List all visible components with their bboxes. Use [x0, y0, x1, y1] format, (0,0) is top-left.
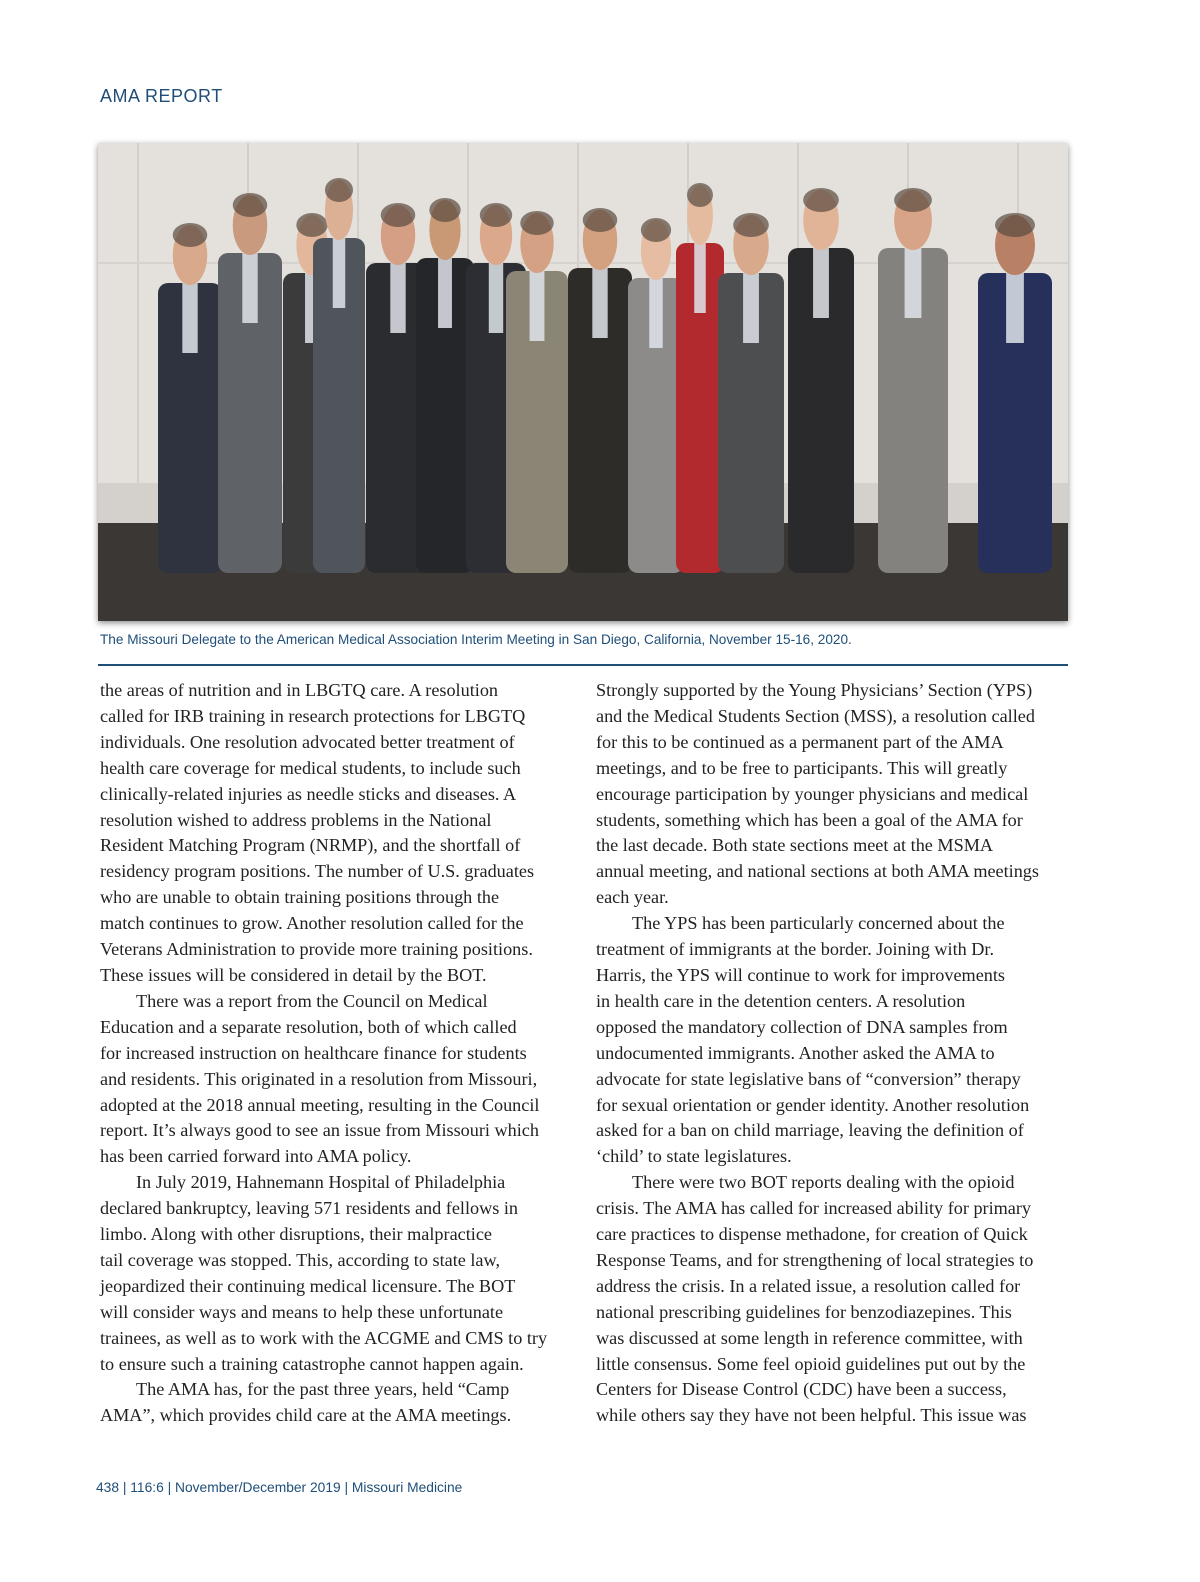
group-photo-illustration: [98, 143, 1068, 621]
right-column-line: for sexual orientation or gender identity. Another resolution: [596, 1094, 1030, 1115]
left-column-line: match continues to grow. Another resolution called for the: [100, 913, 524, 934]
left-column-line: and residents. This originated in a resolution from Missouri,: [100, 1068, 538, 1089]
right-column-line: while others say they have not been helpful. This issue was: [596, 1405, 1027, 1426]
right-column-line: care practices to dispense methadone, for creation of Quick: [596, 1224, 1028, 1245]
right-column-line: There were two BOT reports dealing with the opioid: [632, 1172, 1015, 1193]
left-column-line: to ensure such a training catastrophe cannot happen again.: [100, 1353, 524, 1374]
right-column-line: national prescribing guidelines for benzodiazepines. This: [596, 1301, 1012, 1322]
left-column-line: clinically-related injuries as needle sticks and diseases. A: [100, 783, 517, 804]
left-column-line: residency program positions. The number of U.S. graduates: [100, 861, 535, 882]
right-column-line: crisis. The AMA has called for increased ability for primary: [596, 1198, 1032, 1219]
left-column-line: adopted at the 2018 annual meeting, resulting in the Council: [100, 1094, 540, 1115]
right-column-line: asked for a ban on child marriage, leaving the definition of: [596, 1120, 1024, 1141]
left-column-line: the areas of nutrition and in LBGTQ care. A resolution: [100, 680, 499, 700]
photo-caption: The Missouri Delegate to the American Medical Association Interim Meeting in San Diego, California, November 15-16, 2020.: [100, 632, 852, 647]
left-column-line: report. It’s always good to see an issue from Missouri which: [100, 1120, 539, 1141]
right-column-line: undocumented immigrants. Another asked the AMA to: [596, 1042, 995, 1063]
group-photo: [98, 143, 1068, 621]
right-column-line: students, something which has been a goal of the AMA for: [596, 809, 1023, 830]
right-column-line: Strongly supported by the Young Physicians’ Section (YPS): [596, 680, 1033, 700]
left-column-line: The AMA has, for the past three years, held “Camp: [136, 1379, 510, 1400]
right-column-line: The YPS has been particularly concerned about the: [632, 913, 1005, 934]
caption-divider: [98, 664, 1068, 666]
left-column-line: tail coverage was stopped. This, according to state law,: [100, 1249, 500, 1270]
left-column-line: These issues will be considered in detail by the BOT.: [100, 964, 487, 985]
left-column-line: Veterans Administration to provide more training positions.: [100, 939, 533, 960]
left-column-line: trainees, as well as to work with the ACGME and CMS to try: [100, 1327, 548, 1348]
right-column-line: address the crisis. In a related issue, a resolution called for: [596, 1275, 1021, 1296]
left-column-line: limbo. Along with other disruptions, their malpractice: [100, 1224, 492, 1245]
right-column-line: and the Medical Students Section (MSS), a resolution called: [596, 705, 1035, 726]
right-column-line: opposed the mandatory collection of DNA samples from: [596, 1016, 1008, 1037]
left-column-line: In July 2019, Hahnemann Hospital of Philadelphia: [136, 1172, 506, 1193]
left-column-line: will consider ways and means to help these unfortunate: [100, 1301, 504, 1322]
left-column-line: There was a report from the Council on Medical: [136, 990, 488, 1011]
right-column: [596, 678, 1068, 1429]
right-column-line: the last decade. Both state sections meet at the MSMA: [596, 835, 993, 856]
right-column-line: for this to be continued as a permanent part of the AMA: [596, 731, 1004, 752]
right-column-line: Harris, the YPS will continue to work for improvements: [596, 964, 1005, 985]
left-column-line: for increased instruction on healthcare finance for students: [100, 1042, 527, 1063]
left-column-line: AMA”, which provides child care at the AMA meetings.: [100, 1405, 512, 1426]
left-column-line: called for IRB training in research protections for LBGTQ: [100, 705, 526, 726]
right-column-line: treatment of immigrants at the border. Joining with Dr.: [596, 939, 995, 960]
left-column-line: jeopardized their continuing medical licensure. The BOT: [100, 1275, 516, 1296]
left-column: [100, 678, 578, 1429]
right-column-line: Response Teams, and for strengthening of local strategies to: [596, 1249, 1034, 1270]
left-column-line: Resident Matching Program (NRMP), and the shortfall of: [100, 835, 521, 856]
right-column-line: advocate for state legislative bans of “conversion” therapy: [596, 1068, 1021, 1089]
left-column-line: health care coverage for medical students, to include such: [100, 757, 521, 778]
left-column-line: individuals. One resolution advocated better treatment of: [100, 731, 515, 752]
left-column-line: has been carried forward into AMA policy.: [100, 1146, 412, 1167]
right-column-line: meetings, and to be free to participants. This will greatly: [596, 757, 1008, 778]
left-column-line: resolution wished to address problems in the National: [100, 809, 492, 830]
page-footer: 438 | 116:6 | November/December 2019 | Missouri Medicine: [96, 1480, 463, 1495]
right-column-line: Centers for Disease Control (CDC) have been a success,: [596, 1379, 1007, 1400]
right-column-line: annual meeting, and national sections at both AMA meetings: [596, 861, 1039, 882]
left-column-line: Education and a separate resolution, both of which called: [100, 1016, 517, 1037]
left-column-line: declared bankruptcy, leaving 571 residents and fellows in: [100, 1198, 519, 1219]
right-column-line: in health care in the detention centers. A resolution: [596, 990, 966, 1011]
right-column-line: each year.: [596, 887, 669, 908]
right-column-line: little consensus. Some feel opioid guidelines put out by the: [596, 1353, 1026, 1374]
right-column-line: ‘child’ to state legislatures.: [596, 1146, 792, 1167]
section-label: AMA REPORT: [100, 86, 223, 106]
right-column-line: was discussed at some length in reference committee, with: [596, 1327, 1023, 1348]
left-column-line: who are unable to obtain training positions through the: [100, 887, 500, 908]
right-column-line: encourage participation by younger physicians and medical: [596, 783, 1029, 804]
